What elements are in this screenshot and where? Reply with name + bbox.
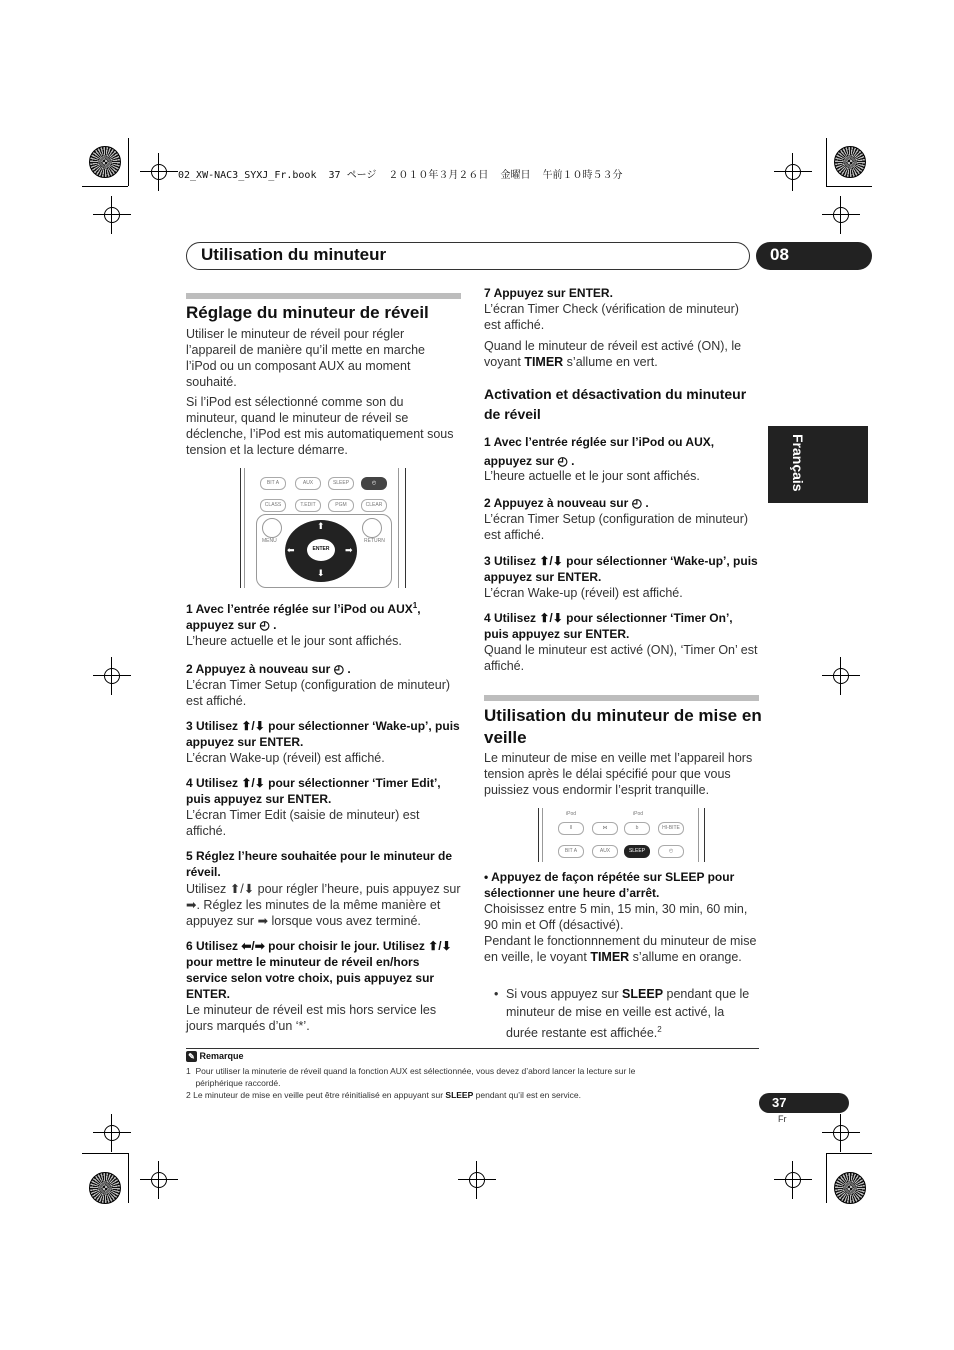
remote-button: AUX [295, 477, 321, 490]
remote-button: b [624, 822, 650, 835]
step-3-detail: L’écran Wake-up (réveil) est affiché. [186, 751, 385, 765]
sleep-bullet: • Si vous appuyez sur SLEEP pendant que le minuteur de mise en veille est activé, la durée restante est affichée.$^2$ [494, 987, 750, 1041]
remote-button: II [558, 822, 584, 835]
step-7-detail: L’écran Timer Check (vérification de minuteur) est affiché. [484, 302, 739, 332]
step-1: 1 Avec l’entrée réglée sur l’iPod ou AUX$^1$, appuyez sur ◴ . [186, 601, 421, 632]
section-bar [186, 293, 461, 299]
crosshair-icon [780, 1167, 806, 1193]
footnote-1: 1 Pour utiliser la minuterie de réveil quand la fonction AUX est sélectionnée, vous devez d’abord lancer la lecture sur le périphérique raccordé. [186, 1066, 636, 1088]
activation-step-3: 3 Utilisez ⬆/⬇ pour sélectionner ‘Wake-up’, puis appuyez sur ENTER. [484, 554, 758, 584]
activation-step-4: 4 Utilisez ⬆/⬇ pour sélectionner ‘Timer On’, puis appuyez sur ENTER. [484, 611, 733, 641]
section-heading: Réglage du minuteur de réveil [186, 303, 429, 322]
note-header: ✎ Remarque [186, 1051, 244, 1062]
paragraph: Le minuteur de mise en veille met l’appareil hors tension après le délai spécifié pour que vous puissiez vous endormir l’esprit tranquille. [484, 751, 753, 797]
remote-button: ⋈ [592, 822, 618, 835]
remote-button: PGM [328, 499, 354, 512]
section-bar [484, 695, 759, 701]
activation-step-4-detail: Quand le minuteur est activé (ON), ‘Timer On’ est affiché. [484, 643, 758, 673]
step-3: 3 Utilisez ⬆/⬇ pour sélectionner ‘Wake-up’, puis appuyez sur ENTER. [186, 719, 460, 749]
step-6-detail: Le minuteur de réveil est mis hors service les jours marqués d’un ‘*’. [186, 1003, 437, 1033]
arrow-right-icon: ➡ [345, 545, 353, 555]
timer-button: ◴ [658, 845, 684, 858]
enter-label: ENTER [312, 546, 330, 552]
step-7: 7 Appuyez sur ENTER. [484, 286, 613, 300]
step-7-note: Quand le minuteur de réveil est activé (ON), le voyant TIMER s’allume en vert. [484, 339, 742, 369]
page-number-badge [759, 1093, 849, 1113]
step-4: 4 Utilisez ⬆/⬇ pour sélectionner ‘Timer Edit’, puis appuyez sur ENTER. [186, 776, 441, 806]
step-4-detail: L’écran Timer Edit (saisie de minuteur) est affiché. [186, 808, 420, 838]
menu-label: MENU [262, 538, 277, 544]
remote-button: BIT A [260, 477, 286, 490]
page-language: Fr [778, 1114, 787, 1124]
step-5-detail: Utilisez ⬆/⬇ pour régler l’heure, puis appuyez sur ➡. Réglez les minutes de la même manière et appuyez sur ➡ lorsque vous avez terminé. [186, 882, 461, 928]
arrow-up-icon: ⬆ [317, 521, 325, 531]
arrow-down-icon: ⬇ [317, 568, 325, 578]
page-number: 37 [772, 1095, 787, 1110]
step-5: 5 Réglez l’heure souhaitée pour le minuteur de réveil. [186, 849, 453, 879]
paragraph: Si l’iPod est sélectionné comme son du minuteur, quand le minuteur de réveil se déclenche, l’iPod est mis automatiquement sous tension et la lecture démarre. [186, 395, 454, 457]
crosshair-icon [828, 202, 854, 228]
crosshair-icon [780, 159, 806, 185]
return-label: RETURN [364, 538, 385, 544]
remote-illustration [240, 468, 406, 588]
sleep-button: SLEEP [624, 845, 650, 858]
crosshair-icon [99, 202, 125, 228]
pencil-icon: ✎ [186, 1051, 197, 1062]
chapter-title: Utilisation du minuteur [201, 245, 387, 264]
remote-button: HI-BITE [658, 822, 684, 835]
remote-illustration-sleep: iPod iPod II ⋈ b HI-BITE BIT A AUX SLEEP ◴ [538, 808, 706, 862]
step-2: 2 Appuyez à nouveau sur ◴ . [186, 662, 351, 676]
section-heading-2: Utilisation du minuteur de mise en veille [484, 706, 762, 747]
chapter-number: 08 [770, 245, 789, 264]
registration-sun-icon [89, 146, 121, 178]
remote-button: AUX [592, 845, 618, 858]
activation-step-1: 1 Avec l’entrée réglée sur l’iPod ou AUX, appuyez sur ◴ . [484, 435, 715, 468]
sleep-detail: Choisissez entre 5 min, 15 min, 30 min, 60 min, 90 min et Off (désactivé). [484, 902, 748, 932]
crosshair-icon [99, 663, 125, 689]
activation-step-1-detail: L’heure actuelle et le jour sont affichés. [484, 469, 700, 483]
activation-step-2: 2 Appuyez à nouveau sur ◴ . [484, 496, 649, 510]
activation-step-2-detail: L’écran Timer Setup (configuration de minuteur) est affiché. [484, 512, 749, 542]
language-tab [768, 426, 868, 503]
registration-sun-icon [834, 146, 866, 178]
chapter-header [186, 242, 750, 270]
subsection-heading: Activation et désactivation du minuteur de réveil [484, 386, 747, 422]
sleep-instruction: • Appuyez de façon répétée sur SLEEP pour sélectionner une heure d’arrêt. [484, 870, 735, 900]
crosshair-icon [146, 159, 172, 185]
remote-button: BIT A [558, 845, 584, 858]
footnote-2: 2 Le minuteur de mise en veille peut être réinitialisé en appuyant sur SLEEP pendant qu’il est en service. [186, 1090, 582, 1100]
remote-button: SLEEP [328, 477, 354, 490]
remote-button: CLASS [260, 499, 286, 512]
sleep-detail-2: Pendant le fonctionnnement du minuteur de mise en veille, le voyant TIMER s’allume en orange. [484, 934, 757, 964]
crosshair-icon [99, 1120, 125, 1146]
remote-button: T.EDIT [295, 499, 321, 512]
step-6: 6 Utilisez ⬅/➡ pour choisir le jour. Utilisez ⬆/⬇ pour mettre le minuteur de réveil en/hors service selon votre choix, puis appuyez sur ENTER. [186, 939, 452, 1001]
activation-step-3-detail: L’écran Wake-up (réveil) est affiché. [484, 586, 683, 600]
remote-button: CLEAR [361, 499, 387, 512]
registration-sun-icon [834, 1172, 866, 1204]
language-label: Français [790, 434, 806, 492]
print-header: 02_XW-NAC3_SYXJ_Fr.book 37 ページ ２０１０年３月２６日 金曜日 午前１０時５３分 [178, 170, 623, 181]
crosshair-icon [464, 1167, 490, 1193]
crosshair-icon [828, 663, 854, 689]
timer-button: ◴ [361, 477, 387, 490]
step-2-detail: L’écran Timer Setup (configuration de minuteur) est affiché. [186, 678, 451, 708]
step-1-detail: L’heure actuelle et le jour sont affichés. [186, 634, 402, 648]
crosshair-icon [146, 1167, 172, 1193]
paragraph: Utiliser le minuteur de réveil pour régler l’appareil de manière qu’il mette en marche l’iPod ou un composant AUX au moment souhaité. [186, 327, 426, 389]
chapter-number-badge [756, 242, 872, 270]
registration-sun-icon [89, 1172, 121, 1204]
crosshair-icon [828, 1120, 854, 1146]
arrow-left-icon: ⬅ [287, 545, 295, 555]
